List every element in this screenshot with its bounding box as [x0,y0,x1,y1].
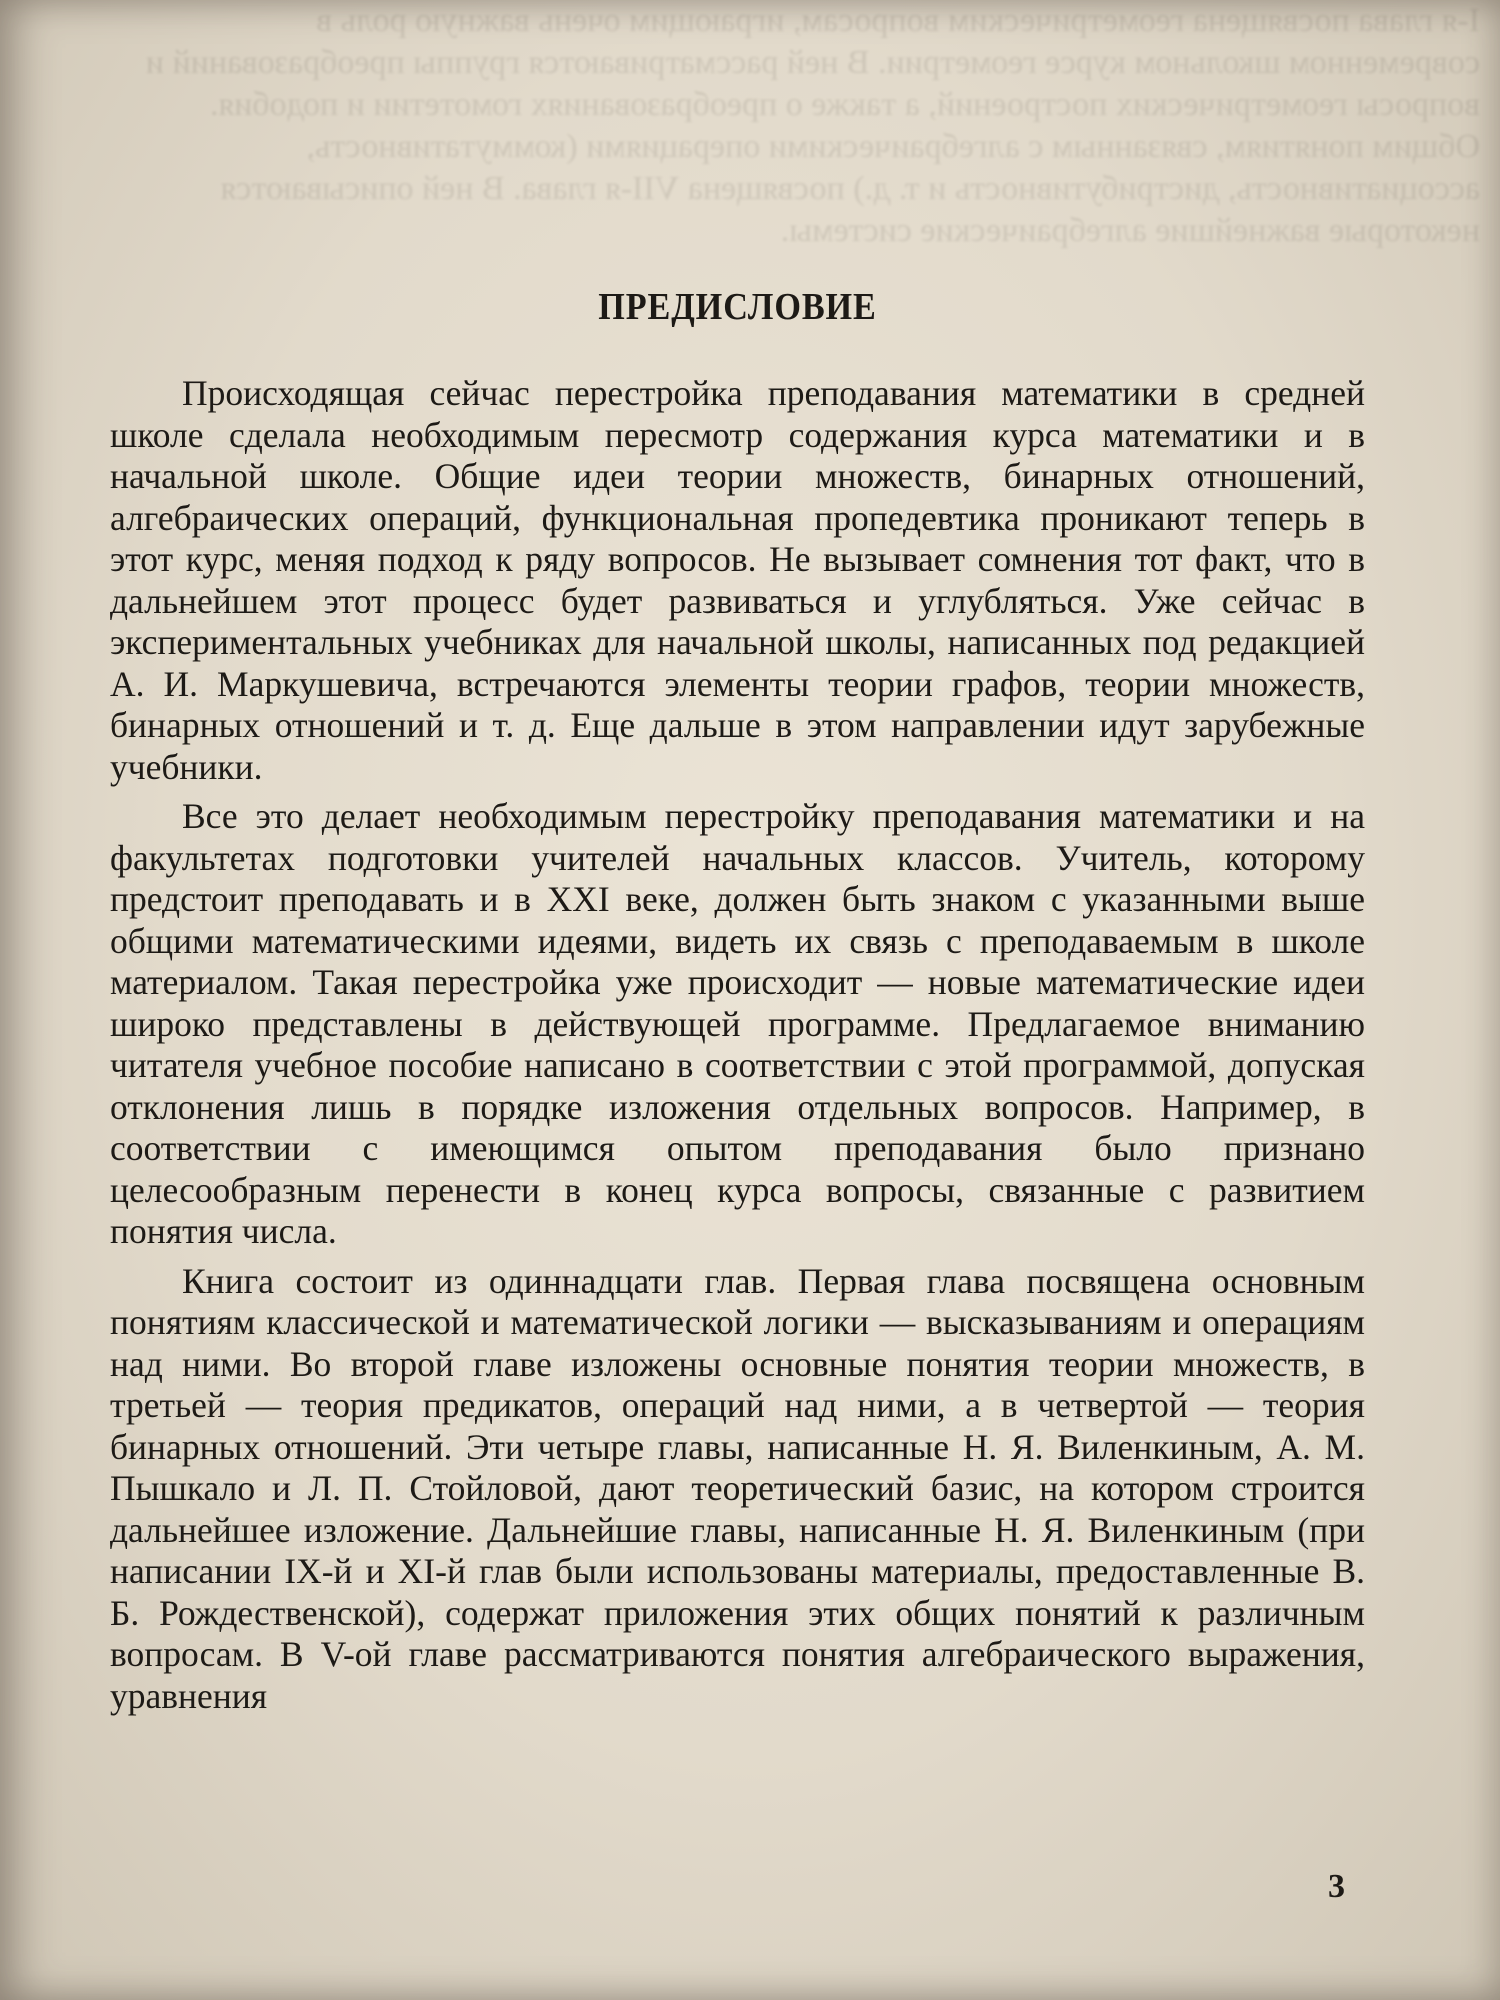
paragraph-3: Книга состоит из одиннадцати глав. Первая глава посвящена основным понятиям классической и математической логики — высказываниям и операциям над ними. Во второй главе изложены основные понятия теории множеств, в третьей — теория предикатов, операций над ними, а в четвертой — теория бинарных отношений. Эти четыре главы, написанные Н. Я. Виленкиным, А. М. Пышкало и Л. П. Стойловой, дают теоретический базис, на котором строится дальнейшее изложение. Дальнейшие главы, написанные Н. Я. Виленкиным (при написании IX-й и XI-й глав были использованы материалы, предоставленные В. Б. Рождественской), содержат приложения этих общих понятий к различным вопросам. В V-ой главе рассматриваются понятия алгебраического выражения, уравнения [110,1260,1365,1716]
page-content [110,285,1365,1725]
paragraph-1: Происходящая сейчас перестройка преподавания математики в средней школе сделала необходимым пересмотр содержания курса математики и в начальной школе. Общие идеи теории множеств, бинарных отношений, алгебраических операций, функциональная пропедевтика проникают теперь в этот курс, меняя подход к ряду вопросов. Не вызывает сомнения тот факт, что в дальнейшем этот процесс будет развиваться и углубляться. Уже сейчас в экспериментальных учебниках для начальной школы, написанных под редакцией А. И. Маркушевича, встречаются элементы теории графов, теории множеств, бинарных отношений и т. д. Еще дальше в этом направлении идут зарубежные учебники. [110,373,1365,787]
chapter-title: ПРЕДИСЛОВИЕ [598,286,877,328]
page-number: 3 [1328,1868,1345,1905]
paragraph-2: Все это делает необходимым перестройку преподавания математики и на факультетах подготовки учителей начальных классов. Учитель, которому предстоит преподавать и в XXI веке, должен быть знаком с указанными выше общими математическими идеями, видеть их связь с преподаваемым в школе материалом. Такая перестройка уже происходит — новые математические идеи широко представлены в действующей программе. Предлагаемое вниманию читателя учебное пособие написано в соответствии с этой программой, допуская отклонения лишь в порядке изложения отдельных вопросов. Например, в соответствии с имеющимся опытом преподавания было признано целесообразным перенести в конец курса вопросы, связанные с развитием понятия числа. [110,796,1365,1251]
show-through-text: I-я глава посвящена геометрическим вопросам, играющим очень важную роль в современном школьном курсе геометрии. В ней рассматриваются группы преобразований и вопросы геометрических построений, а также о преобразованиях гомотетии и подобия. Общим понятиям, связанным с алгебраическими операциями (коммутативность, ассоциативность, дистрибутивность и т. д.) посвящена VII-я глава. В ней описываются некоторые важнейшие алгебраические системы. [137,2,1480,249]
